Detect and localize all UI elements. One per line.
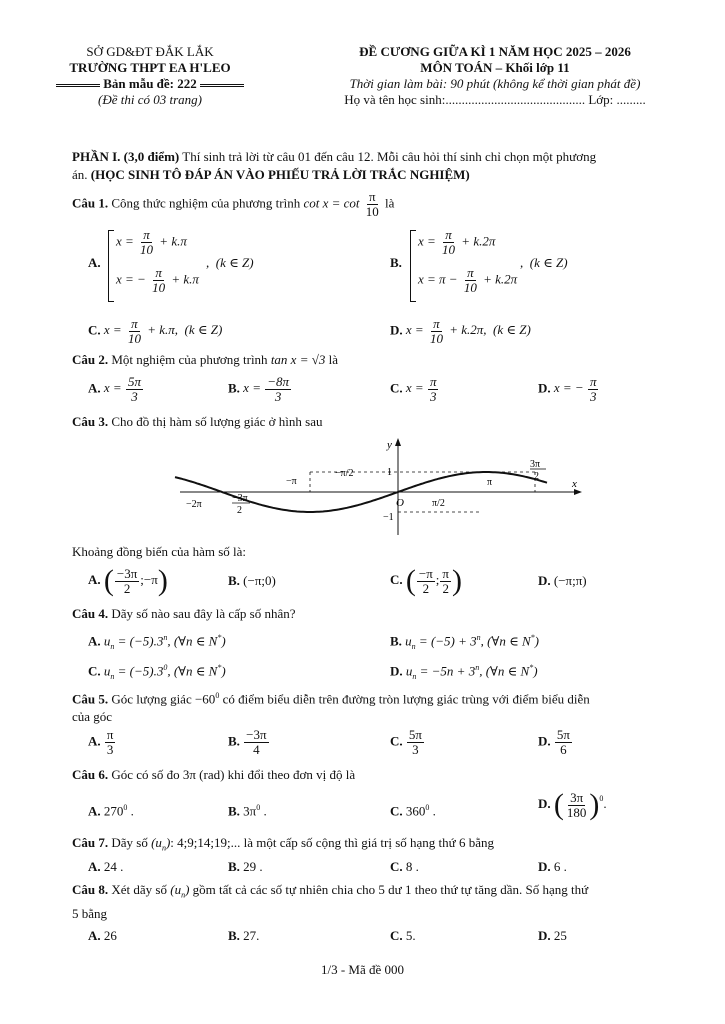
q3-d-letter: D.: [538, 573, 551, 588]
q7-option-b[interactable]: [228, 858, 263, 876]
trig-graph: [170, 435, 590, 540]
q3-option-d[interactable]: D. (−π;π): [538, 573, 587, 588]
q6-option-b[interactable]: B. $3\pi^0$ .: [228, 803, 267, 819]
question-2: [72, 351, 338, 369]
q7-d-letter: D.: [538, 859, 551, 874]
q6-text: Góc có số đo 3π (rad) khi đổi theo đơn vị độ là: [111, 767, 356, 782]
q1-option-d[interactable]: D. x = $\frac{\pi}{10}$ + k.2π, (k ∈ Z): [390, 316, 531, 346]
q8-c-value: 5.: [405, 928, 416, 943]
question-3: [72, 413, 322, 431]
q3-option-b[interactable]: B. (−π;0): [228, 573, 276, 588]
graph-minus-one: −1: [383, 512, 394, 523]
q7-text2: : 4;9;14;19;... là một cấp số cộng thì giá trị số hạng thứ 6 bằng: [170, 835, 494, 850]
school-name: TRƯỜNG THPT EA H'LEO: [69, 60, 231, 75]
section-instr-bold: (HỌC SINH TÔ ĐÁP ÁN VÀO PHIẾU TRẢ LỜI TRẮC NGHIỆM): [90, 167, 470, 182]
subject: MÔN TOÁN – Khối lớp 11: [420, 60, 570, 75]
q7-option-d[interactable]: [538, 858, 567, 876]
q2-math: tan x = √3: [270, 352, 326, 367]
q1-d-letter: D.: [390, 322, 403, 338]
graph-neg2pi: −2π: [186, 499, 202, 510]
q3-b-letter: B.: [228, 573, 240, 588]
q7-c-letter: C.: [390, 859, 403, 874]
q7-b-value: 29 .: [243, 859, 263, 874]
dept-name: SỞ GD&ĐT ĐẮK LẮK: [86, 44, 214, 59]
q5-angle: −60: [194, 691, 216, 707]
q1-option-b[interactable]: B. x = $\frac{\pi}{10}$ + k.2π x = π − $\frac{\pi}{10}$ + k.2π , (k ∈ Z): [390, 228, 700, 308]
q5-option-a[interactable]: A. $\frac{\pi}{3}$: [88, 727, 114, 757]
q6-option-c[interactable]: C. $360^0$ .: [390, 803, 436, 819]
graph-x-label: x: [572, 478, 577, 490]
graph-negpi: −π: [286, 476, 297, 487]
q5-c-letter: C.: [390, 733, 403, 749]
q5-text2: có điểm biểu diễn trên đường tròn lượng giác trùng với điểm biểu diễn: [222, 691, 590, 707]
q4-label: Câu 4.: [72, 606, 109, 621]
ma-de: Bản mẫu đề: 222: [103, 76, 197, 91]
ma-de-line: [30, 76, 270, 92]
q1-option-c[interactable]: C. x = $\frac{\pi}{10}$ + k.π, (k ∈ Z): [88, 316, 223, 346]
q8-option-d[interactable]: [538, 927, 567, 945]
q2-option-d[interactable]: D. x = − $\frac{\pi}{3}$: [538, 374, 597, 404]
q6-d-letter: D.: [538, 795, 551, 811]
q2-d-letter: D.: [538, 380, 551, 396]
q2-text: Một nghiệm của phương trình: [111, 352, 268, 367]
q8-option-b[interactable]: [228, 927, 259, 945]
q7-d-value: 6 .: [553, 859, 567, 874]
q1-math: cot x = cot: [303, 195, 360, 211]
q7-a-value: 24 .: [103, 859, 124, 874]
header-left: [30, 44, 270, 108]
q2-option-a[interactable]: A. x = $\frac{5\pi}{3}$: [88, 374, 141, 404]
q6-label: Câu 6.: [72, 767, 109, 782]
question-1: [72, 190, 394, 219]
q8-a-value: 26: [103, 928, 117, 943]
q8-d-value: 25: [553, 928, 567, 943]
q6-a-letter: A.: [88, 803, 101, 819]
question-8: Câu 8. Xét dãy số $(u_n)$ gồm tất cả các số tự nhiên chia cho 5 dư 1 theo thứ tự tăng dần. Số hạng thứ 5 bằng: [72, 881, 672, 923]
graph-pi: π: [487, 477, 493, 488]
q2-c-letter: C.: [390, 380, 403, 396]
q8-text3: 5 bằng: [72, 905, 108, 921]
section-heading: PHẦN I. (3,0 điểm): [72, 149, 180, 164]
q8-option-c[interactable]: [390, 927, 416, 945]
header-right: [290, 44, 700, 108]
q5-option-c[interactable]: C. $\frac{5\pi}{3}$: [390, 727, 422, 757]
q4-option-a[interactable]: A. $u_n = (-5).3^n$, (∀n ∈ N*): [88, 633, 226, 651]
graph-neg3pi2-den: 2: [237, 505, 242, 516]
question-4: [72, 605, 295, 623]
graph-3pi2-num: 3π: [530, 459, 541, 470]
q5-d-letter: D.: [538, 733, 551, 749]
q1-label: Câu 1.: [72, 195, 109, 211]
q4-c-letter: C.: [88, 663, 101, 679]
pages-note: (Đề thi có 03 trang): [98, 92, 202, 107]
graph-one: 1: [387, 467, 392, 478]
q3-text: Cho đồ thị hàm số lượng giác ở hình sau: [111, 414, 323, 429]
section-instructions: [72, 148, 672, 184]
q8-c-letter: C.: [390, 928, 403, 943]
section-instr: Thí sinh trả lời từ câu 01 đến câu 12. Mỗi câu hỏi thí sinh chỉ chọn một phương: [179, 149, 597, 164]
q8-a-letter: A.: [88, 928, 101, 943]
q4-b-letter: B.: [390, 633, 402, 649]
q2-label: Câu 2.: [72, 352, 109, 367]
q1-frac: $\frac{\pi}{10}$: [365, 189, 379, 219]
q4-text: Dãy số nào sau đây là cấp số nhân?: [111, 606, 296, 621]
q6-c-letter: C.: [390, 803, 403, 819]
q3-label: Câu 3.: [72, 414, 109, 429]
q4-option-b[interactable]: B. $u_n = (-5) + 3^n$, (∀n ∈ N*): [390, 633, 539, 651]
q3-a-letter: A.: [88, 571, 101, 587]
q3-option-a[interactable]: A. ( $\frac{-3\pi}{2}$ ;−π): [88, 564, 168, 597]
q2-b-letter: B.: [228, 380, 240, 396]
student-line: Họ và tên học sinh:........................................... Lớp: .........: [344, 92, 646, 107]
q3-option-c[interactable]: C. ( $\frac{-\pi}{2}$ ; $\frac{\pi}{2}$ ): [390, 564, 462, 597]
q7-text: Dãy số: [111, 835, 148, 850]
q4-d-letter: D.: [390, 663, 403, 679]
q6-b-letter: B.: [228, 803, 240, 819]
q7-b-letter: B.: [228, 859, 240, 874]
exam-title: ĐỀ CƯƠNG GIỮA KÌ 1 NĂM HỌC 2025 – 2026: [359, 44, 631, 59]
graph-negpi2: −π/2: [335, 468, 354, 479]
page-footer: 1/3 - Mã đề 000: [320, 962, 405, 977]
q2-tail: là: [328, 352, 338, 367]
q1-option-a[interactable]: A. x = $\frac{\pi}{10}$ + k.π x = − $\frac{\pi}{10}$ + k.π , (k ∈ Z): [88, 228, 388, 308]
q4-option-d[interactable]: D. $u_n = -5n + 3^n$, (∀n ∈ N*): [390, 663, 538, 681]
graph-y-label: y: [387, 439, 392, 451]
question-7: Câu 7. Dãy số $(u_n)$: 4;9;14;19;... là một cấp số cộng thì giá trị số hạng thứ 6 bằng: [72, 835, 494, 853]
q2-a-letter: A.: [88, 380, 101, 396]
q8-d-letter: D.: [538, 928, 551, 943]
q5-text3: của góc: [72, 709, 113, 725]
q4-option-c[interactable]: C. $u_n = (-5).3^0$, (∀n ∈ N*): [88, 663, 226, 681]
q7-option-c[interactable]: [390, 858, 419, 876]
q8-text: Xét dãy số: [111, 882, 167, 897]
q5-text1: Góc lượng giác: [111, 691, 192, 707]
q1-c-letter: C.: [88, 322, 101, 338]
q4-a-letter: A.: [88, 633, 101, 649]
q8-label: Câu 8.: [72, 882, 109, 897]
graph-pi2: π/2: [432, 498, 445, 509]
q3-after: Khoảng đồng biến của hàm số là:: [72, 544, 247, 559]
q7-c-value: 8 .: [405, 859, 419, 874]
q1-a-letter: A.: [88, 255, 101, 270]
q8-b-letter: B.: [228, 928, 240, 943]
section-instr2: án.: [72, 167, 91, 182]
time-note: Thời gian làm bài: 90 phút (không kể thời gian phát đề): [349, 76, 641, 91]
graph-neg3pi2-num: −3π: [232, 493, 248, 504]
q1-tail: là: [385, 195, 395, 211]
q7-label: Câu 7.: [72, 835, 109, 850]
q1-b-letter: B.: [390, 255, 402, 270]
q8-text2: gồm tất cả các số tự nhiên chia cho 5 dư 1 theo thứ tự tăng dần. Số hạng thứ: [192, 882, 589, 897]
q7-option-a[interactable]: [88, 858, 123, 876]
question-5: Câu 5. Góc lượng giác $-60^0$ có điểm biểu diễn trên đường tròn lượng giác trùng với điểm biểu diễn của góc: [72, 687, 672, 726]
q3-c-letter: C.: [390, 571, 403, 587]
q5-option-b[interactable]: B. $\frac{-3\pi}{4}$: [228, 727, 267, 757]
q8-option-a[interactable]: [88, 927, 117, 945]
q2-option-c[interactable]: C. x = $\frac{\pi}{3}$: [390, 374, 437, 404]
q2-option-b[interactable]: B. x = $\frac{-8\pi}{3}$: [228, 374, 290, 404]
q5-a-letter: A.: [88, 733, 101, 749]
q5-option-d[interactable]: D. $\frac{5\pi}{6}$: [538, 727, 570, 757]
graph-origin: O: [396, 497, 404, 509]
q7-a-letter: A.: [88, 859, 101, 874]
q8-b-value: 27.: [243, 928, 260, 943]
q5-b-letter: B.: [228, 733, 240, 749]
question-6: [72, 766, 355, 784]
q6-option-d[interactable]: D. ( $\frac{3\pi}{180}$ )$^0$.: [538, 788, 607, 821]
q5-label: Câu 5.: [72, 691, 109, 707]
q1-text: Công thức nghiệm của phương trình: [111, 195, 301, 211]
q6-option-a[interactable]: A. $270^0$ .: [88, 803, 134, 819]
graph-3pi2-den: 2: [534, 471, 539, 482]
